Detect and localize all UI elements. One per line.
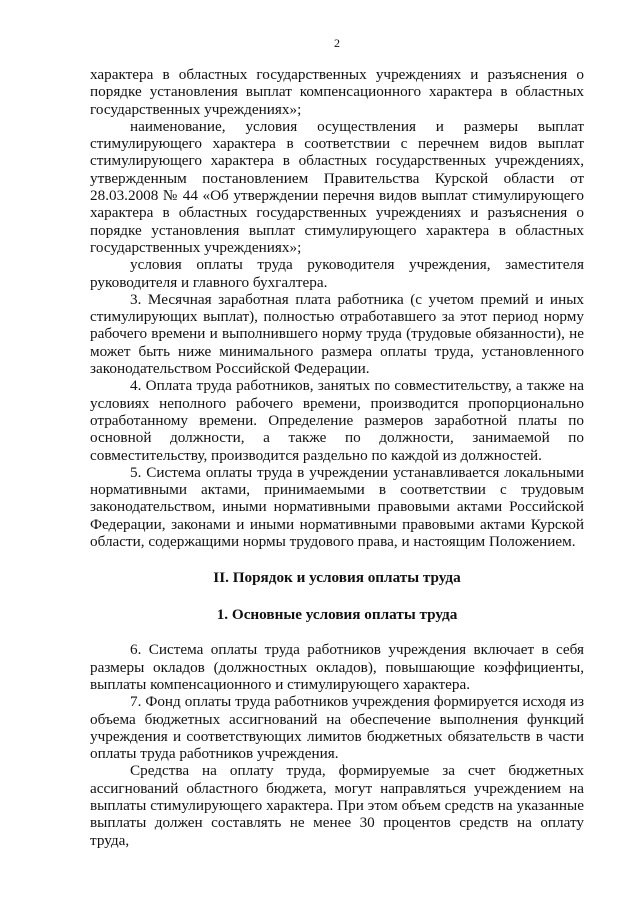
paragraph-stimulating-payments: наименование, условия осуществления и размеры выплат стимулирующего характера в соответствии с перечнем видов выплат стимулирующего характера в областных государственных учреждениях, утвержденным постановлением Правительства Курской области от 28.03.2008 № 44 «Об утверждении перечня видов выплат стимулирующего характера в областных государственных учреждениях и разъяснения о порядке установления выплат стимулирующего характера в областных государственных учреждениях»; xyxy=(90,117,584,256)
paragraph-item-7: 7. Фонд оплаты труда работников учреждения формируется исходя из объема бюджетных ассигнований на обеспечение выполнения функций учреждения и соответствующих лимитов бюджетных обязательств в части оплаты труда работников учреждения. xyxy=(90,693,584,763)
paragraph-item-4: 4. Оплата труда работников, занятых по совместительству, а также на условиях неполного рабочего времени, производится пропорционально отработанному времени. Определение размеров заработной платы по основной должности, а также по должности, занимаемой по совместительству, производится раздельно по каждой из должностей. xyxy=(90,377,584,464)
paragraph-continuation: характера в областных государственных учреждениях и разъяснения о порядке установления выплат компенсационного характера в областных государственных учреждениях»; xyxy=(90,66,584,118)
paragraph-funds: Средства на оплату труда, формируемые за счет бюджетных ассигнований областного бюджета, могут направляться учреждением на выплаты стимулирующего характера. При этом объем средств на указанные выплаты должен составлять не менее 30 процентов средств на оплату труда, xyxy=(90,762,584,849)
paragraph-item-3: 3. Месячная заработная плата работника (с учетом премий и иных стимулирующих выплат), полностью отработавшего за этот период норму рабочего времени и выполнившего норму труда (трудовые обязанности), не может быть ниже минимального размера оплаты труда, установленного законодательством Российской Федерации. xyxy=(90,290,584,378)
paragraph-item-5: 5. Система оплаты труда в учреждении устанавливается локальными нормативными актами, принимаемыми в соответствии с трудовым законодательством, иными нормативными правовыми актами Российской Федерации, законами и иными нормативными правовыми актами Курской области, содержащими нормы трудового права, и настоящим Положением. xyxy=(90,463,584,551)
subsection-heading: 1. Основные условия оплаты труда xyxy=(216,606,458,624)
section-heading: II. Порядок и условия оплаты труда xyxy=(213,569,461,587)
page-number: 2 xyxy=(334,36,340,50)
paragraph-head-conditions: условия оплаты труда руководителя учреждения, заместителя руководителя и главного бухгалтера. xyxy=(90,256,584,291)
paragraph-item-6: 6. Система оплаты труда работников учреждения включает в себя размеры окладов (должностных окладов), повышающие коэффициенты, выплаты компенсационного и стимулирующего характера. xyxy=(90,641,584,693)
